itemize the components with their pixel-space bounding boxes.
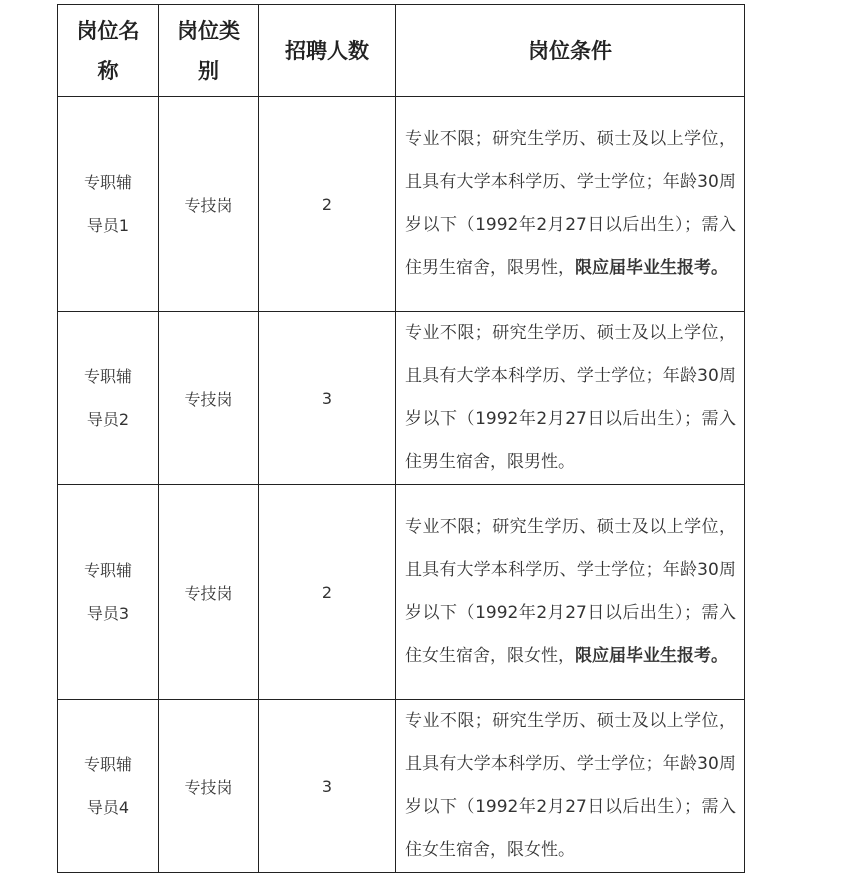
recruitment-table (57, 4, 745, 873)
recruit-count-cell: 3 (259, 312, 396, 485)
position-type-cell: 专技岗 (159, 97, 259, 312)
header-position-conditions: 岗位条件 (396, 5, 745, 97)
position-conditions-cell (396, 312, 745, 485)
recruit-count-cell: 2 (259, 97, 396, 312)
table-row (58, 97, 745, 312)
conditions-text: 专业不限；研究生学历、硕士及以上学位，且具有大学本科学历、学士学位；年龄30周岁以下（1992年2月27日以后出生）；需入住女生宿舍，限女性。 (405, 711, 736, 860)
position-name-cell: 专职辅导员1 (58, 97, 159, 312)
table-row (58, 700, 745, 873)
conditions-text: 专业不限；研究生学历、硕士及以上学位，且具有大学本科学历、学士学位；年龄30周岁以下（1992年2月27日以后出生）；需入住女生宿舍，限女性， (405, 517, 736, 666)
table-row (58, 485, 745, 700)
conditions-bold-text: 限应届毕业生报考。 (575, 258, 728, 278)
conditions-text: 专业不限；研究生学历、硕士及以上学位，且具有大学本科学历、学士学位；年龄30周岁以下（1992年2月27日以后出生）；需入住男生宿舍，限男性， (405, 129, 736, 278)
position-conditions-cell (396, 97, 745, 312)
position-conditions-cell (396, 700, 745, 873)
position-conditions-cell (396, 485, 745, 700)
position-type-cell: 专技岗 (159, 700, 259, 873)
conditions-bold-text: 限应届毕业生报考。 (575, 646, 728, 666)
position-type-cell: 专技岗 (159, 485, 259, 700)
position-name-cell: 专职辅导员3 (58, 485, 159, 700)
recruit-count-cell: 2 (259, 485, 396, 700)
table-header-row (58, 5, 745, 97)
position-name-cell: 专职辅导员4 (58, 700, 159, 873)
recruit-count-cell: 3 (259, 700, 396, 873)
recruitment-table-container (57, 4, 744, 873)
table-row (58, 312, 745, 485)
header-recruit-count: 招聘人数 (259, 5, 396, 97)
conditions-text: 专业不限；研究生学历、硕士及以上学位，且具有大学本科学历、学士学位；年龄30周岁以下（1992年2月27日以后出生）；需入住男生宿舍，限男性。 (405, 323, 736, 472)
header-position-type: 岗位类别 (159, 5, 259, 97)
header-position-name: 岗位名称 (58, 5, 159, 97)
position-type-cell: 专技岗 (159, 312, 259, 485)
position-name-cell: 专职辅导员2 (58, 312, 159, 485)
